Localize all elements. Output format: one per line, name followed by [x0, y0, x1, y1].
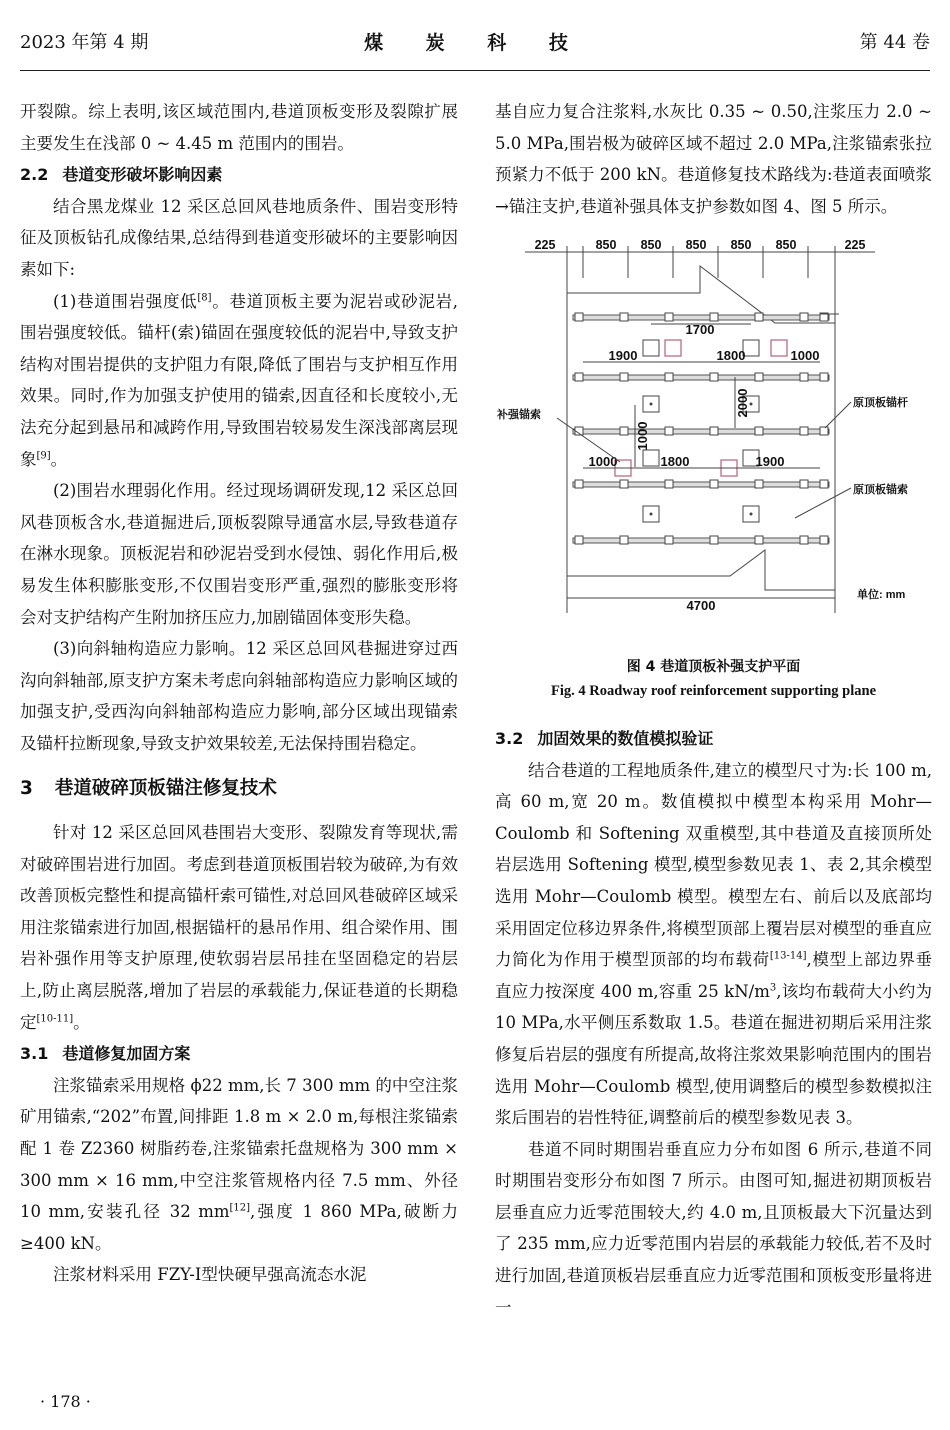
dim-row1-c: 1000 [790, 348, 820, 364]
citation[interactable]: [13-14] [769, 950, 807, 962]
dim-row2-c: 1900 [755, 454, 785, 470]
dim-row1-b: 1800 [716, 348, 746, 364]
dim-top-4: 850 [730, 238, 752, 253]
section-heading-3-2: 3.2 加固效果的数值模拟验证 [495, 728, 714, 748]
break-line-top [567, 266, 835, 323]
figure-caption-en: Fig. 4 Roadway roof reinforcement supporting plane [550, 682, 877, 699]
section-heading-3-1: 3.1 巷道修复加固方案 [20, 1044, 191, 1064]
section-heading-3: 3 巷道破碎顶板锚注修复技术 [20, 778, 277, 800]
citation[interactable]: [9] [36, 450, 51, 462]
left-column [20, 96, 458, 1291]
journal-title: 煤 炭 科 技 [364, 32, 586, 54]
dim-4700: 4700 [686, 598, 716, 614]
dim-row2-a: 1000 [588, 454, 618, 470]
label-unit: 单位: mm [857, 589, 906, 602]
paragraph: 注浆材料采用 FZY-Ⅰ型快硬早强高流态水泥 [53, 1265, 367, 1285]
dim-top-3: 850 [685, 238, 707, 253]
citation[interactable]: [10-11] [36, 1013, 74, 1025]
paragraph: 注浆锚索采用规格 ϕ22 mm,长 7 300 mm 的中空注浆矿用锚索,“202”布置,间排距 1.8 m × 2.0 m,每根注浆锚索配 1 卷 Z2360 树脂药卷,注浆锚索托盘规格为 300 mm × 300 mm × 16 mm,中空注浆管规格内径 7.5 mm、外径 10 mm,安装孔径 32 mm[12],强度 1 860 MPa,破断力≥400 kN。 [20, 1075, 458, 1253]
paragraph: (3)向斜轴构造应力影响。12 采区总回风巷掘进穿过西沟向斜轴部,原支护方案未考虑向斜轴部构造应力影响区域的加强支护,受西沟向斜轴部构造应力影响,部分区域出现锚索及锚杆拉断现象,导致支护效果较差,无法保持围岩稳定。 [20, 639, 458, 753]
paragraph: 针对 12 采区总回风巷围岩大变形、裂隙发育等现状,需对破碎围岩进行加固。考虑到巷道顶板围岩较为破碎,为有效改善顶板完整性和提高锚杆索可锚性,对总回风巷破碎区域采用注浆锚索进行加固,根据锚杆的悬吊作用、组合梁作用、围岩补强作用等支护原理,使软弱岩层吊挂在坚固稳定的岩层上,防止离层脱落,增加了岩层的承载能力,保证巷道的长期稳定[10-11]。 [20, 823, 458, 1032]
label-orig-bolt: 原顶板锚杆 [853, 397, 908, 410]
break-line-bottom [567, 550, 835, 590]
roof-support-plan-diagram [495, 238, 932, 638]
section-heading-2-2: 2.2 巷道变形破坏影响因素 [20, 165, 223, 185]
page-number: · 178 · [40, 1392, 91, 1411]
dim-1000-vertical: 1000 [635, 421, 650, 451]
label-reinforce-cable: 补强锚索 [497, 409, 541, 422]
dim-1700: 1700 [685, 322, 715, 338]
label-orig-cable: 原顶板锚索 [853, 484, 908, 497]
dim-2000: 2000 [735, 388, 750, 418]
dim-row1-a: 1900 [608, 348, 638, 364]
dim-row2-b: 1800 [660, 454, 690, 470]
dim-top-2: 850 [640, 238, 662, 253]
citation[interactable]: [12] [229, 1202, 251, 1214]
journal-volume: 第 44 卷 [859, 32, 930, 53]
paragraph: 基自应力复合注浆料,水灰比 0.35 ~ 0.50,注浆压力 2.0 ~ 5.0 MPa,围岩极为破碎区域不超过 2.0 MPa,注浆锚索张拉预紧力不低于 200 kN。巷道修复技术路线为:巷道表面喷浆→锚注支护,巷道补强具体支护参数如图 4、图 5 所示。 [495, 102, 932, 216]
journal-issue: 2023 年第 4 期 [20, 32, 149, 53]
paragraph: 巷道不同时期围岩垂直应力分布如图 6 所示,巷道不同时期围岩变形分布如图 7 所示。由图可知,掘进初期顶板岩层垂直应力近零范围较大,约 4.0 m,且顶板最大下沉量达到了 235 mm,应力近零范围内岩层的承载能力较低,若不及时进行加固,巷道顶板岩层垂直应力近零范围和顶板变形量将进一 [495, 1139, 932, 1317]
dim-top-6: 225 [844, 238, 866, 253]
paragraph: (2)围岩水理弱化作用。经过现场调研发现,12 采区总回风巷顶板含水,巷道掘进后,顶板裂隙导通富水层,导致巷道存在淋水现象。顶板泥岩和砂泥岩受到水侵蚀、弱化作用后,极易发生体积膨胀变形,不仅围岩变形严重,强烈的膨胀变形将会对支护结构产生附加挤压应力,加剧锚固体变形失稳。 [20, 481, 458, 627]
figure-caption-cn: 图 4 巷道顶板补强支护平面 [626, 658, 801, 675]
right-column [495, 96, 932, 1323]
paragraph: 结合黑龙煤业 12 采区总回风巷地质条件、围岩变形特征及顶板钻孔成像结果,总结得到巷道变形破坏的主要影响因素如下: [20, 196, 458, 279]
citation[interactable]: [8] [197, 292, 212, 304]
paragraph: 开裂隙。综上表明,该区域范围内,巷道顶板变形及裂隙扩展主要发生在浅部 0 ~ 4.45 m 范围内的围岩。 [20, 102, 458, 153]
dim-top-5: 850 [775, 238, 797, 253]
paragraph: (1)巷道围岩强度低[8]。巷道顶板主要为泥岩或砂泥岩,围岩强度较低。锚杆(索)锚固在强度较低的泥岩中,导致支护结构对围岩提供的支护阻力有限,降低了围岩与支护相互作用效果。同时,作为加强支护使用的锚索,因直径和长度较小,无法充分起到悬吊和减跨作用,导致围岩较易发生深浅部离层现象[9]。 [20, 291, 459, 469]
figure-4 [495, 238, 932, 649]
dim-top-0: 225 [534, 238, 556, 253]
header-rule [20, 70, 930, 71]
dim-top-1: 850 [595, 238, 617, 253]
paragraph: 结合巷道的工程地质条件,建立的模型尺寸为:长 100 m,高 60 m,宽 20 m。数值模拟中模型本构采用 Mohr—Coulomb 和 Softening 双重模型,其中巷道及直接顶所处岩层选用 Softening 模型,模型参数见表 1、表 2,其余模型选用 Mohr—Coulomb 模型。模型左右、前后以及底部均采用固定位移边界条件,将模型顶部上覆岩层对模型的垂直应力简化为作用于模型顶部的均布载荷[13-14],模型上部边界垂直应力按深度 400 m,容重 25 $kN/m^3$,该均布载荷大小约为 10 MPa,水平侧压系数取 1.5。巷道在掘进初期后采用注浆修复后岩层的强度有所提高,故将注浆效果影响范围内的围岩选用 Mohr—Coulomb 模型,使用调整后的模型参数模拟注浆后围岩的岩性特征,调整前后的模型参数见表 3。 [495, 760, 932, 1128]
page-header [20, 28, 930, 62]
